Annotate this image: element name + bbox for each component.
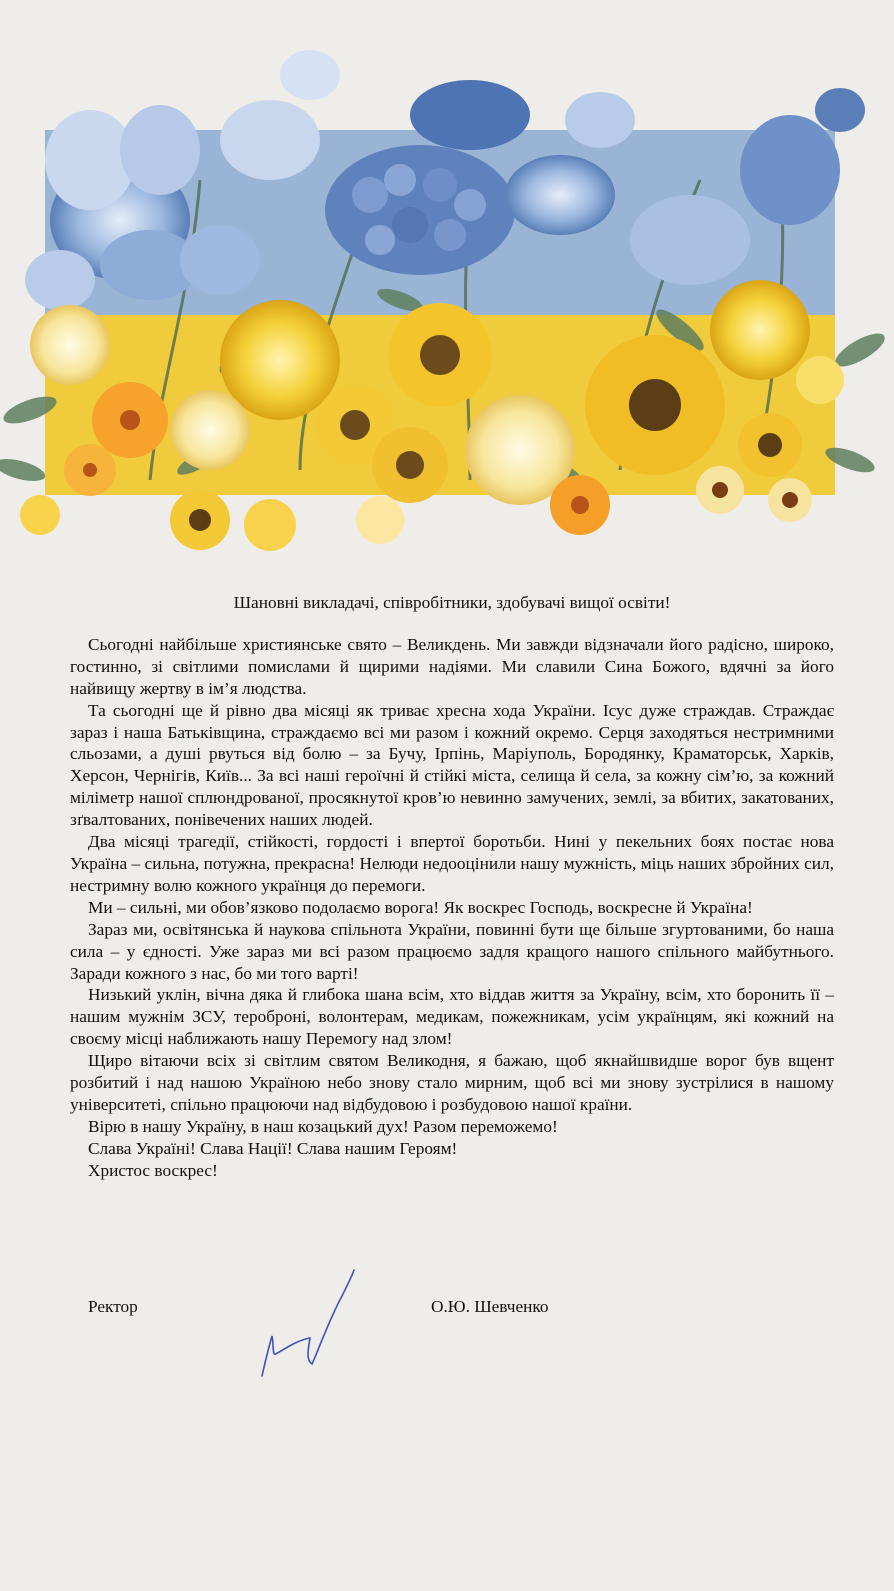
paragraph: Зараз ми, освітянська й наукова спільнота України, повинні бути ще більше згуртованими, бо наша сила – у єдності. Уже зараз ми всі разом працюємо задля кращого нашого спільного майбутнього. Заради кожного з нас, бо ми того варті! — [70, 919, 834, 983]
letter-body — [70, 592, 834, 1182]
paragraph: Ми – сильні, ми обов’язково подолаємо ворога! Як воскрес Господь, воскресне й Україна! — [88, 897, 753, 917]
blue-hydrangea-icon — [325, 145, 515, 275]
greeting: Шановні викладачі, співробітники, здобувачі вищої освіти! — [233, 593, 671, 612]
closing-line: Слава Україні! Слава Нації! Слава нашим Героям! — [88, 1138, 458, 1158]
floral-flag-banner — [0, 0, 894, 560]
signer-name: О.Ю. Шевченко — [431, 1297, 549, 1316]
paragraph: Сьогодні найбільше християнське свято – Великдень. Ми завжди відзначали його радісно, широко, гостинно, зі світлими помислами й щирими надіями. Ми славили Сина Божого, вдячні за його найвищу жертву в ім’я людства. — [70, 634, 834, 698]
handwritten-signature — [258, 1268, 368, 1383]
closing-line: Вірю в нашу Україну, в наш козацький дух! Разом переможемо! — [88, 1116, 558, 1136]
paragraph: Низький уклін, вічна дяка й глибока шана всім, хто віддав життя за Україну, всім, хто боронить її – нашим мужнім ЗСУ, тероброні, волонтерам, медикам, пожежникам, усім українцям, які кожний на своєму місці наближають нашу Перемогу над злом! — [70, 985, 834, 1049]
signer-title: Ректор — [88, 1297, 138, 1316]
paragraph: Два місяці трагедії, стійкості, гордості і впертої боротьби. Нині у пекельних боях постає нова Україна – сильна, потужна, прекрасна! Нелюди недооцінили нашу мужність, міць наших збройних сил, нестримну волю кожного українця до перемоги. — [70, 832, 834, 895]
paragraph: Та сьогодні ще й рівно два місяці як триває хресна хода України. Ісус дуже страждав. Страждає зараз і наша Батьківщина, страждаємо всі ми разом і кожний окремо. Серця заходяться нестримними сльозами, а душі рвуться від болю – за Бучу, Ірпінь, Маріуполь, Бородянку, Краматорськ, Харків, Херсон, Чернігів, Київ... За всі наші героїчні й стійкі міста, селища й села, за кожну сім’ю, за кожний міліметр нашої сплюндрованої, просякнутої кров’ю невинно замучених, землі, за вбитих, закатованих, зґвалтованих, понівечених наших людей. — [70, 700, 834, 830]
signature-block — [88, 1297, 788, 1397]
closing-line: Христос воскрес! — [88, 1160, 218, 1180]
paragraph: Щиро вітаючи всіх зі світлим святом Великодня, я бажаю, щоб якнайшвидше ворог був вщент розбитий і над нашою Україною небо знову стало мирним, щоб всі ми знову зустрілися в нашому університеті, спільно працюючи над відбудовою і розбудовою нашої країни. — [70, 1051, 834, 1114]
